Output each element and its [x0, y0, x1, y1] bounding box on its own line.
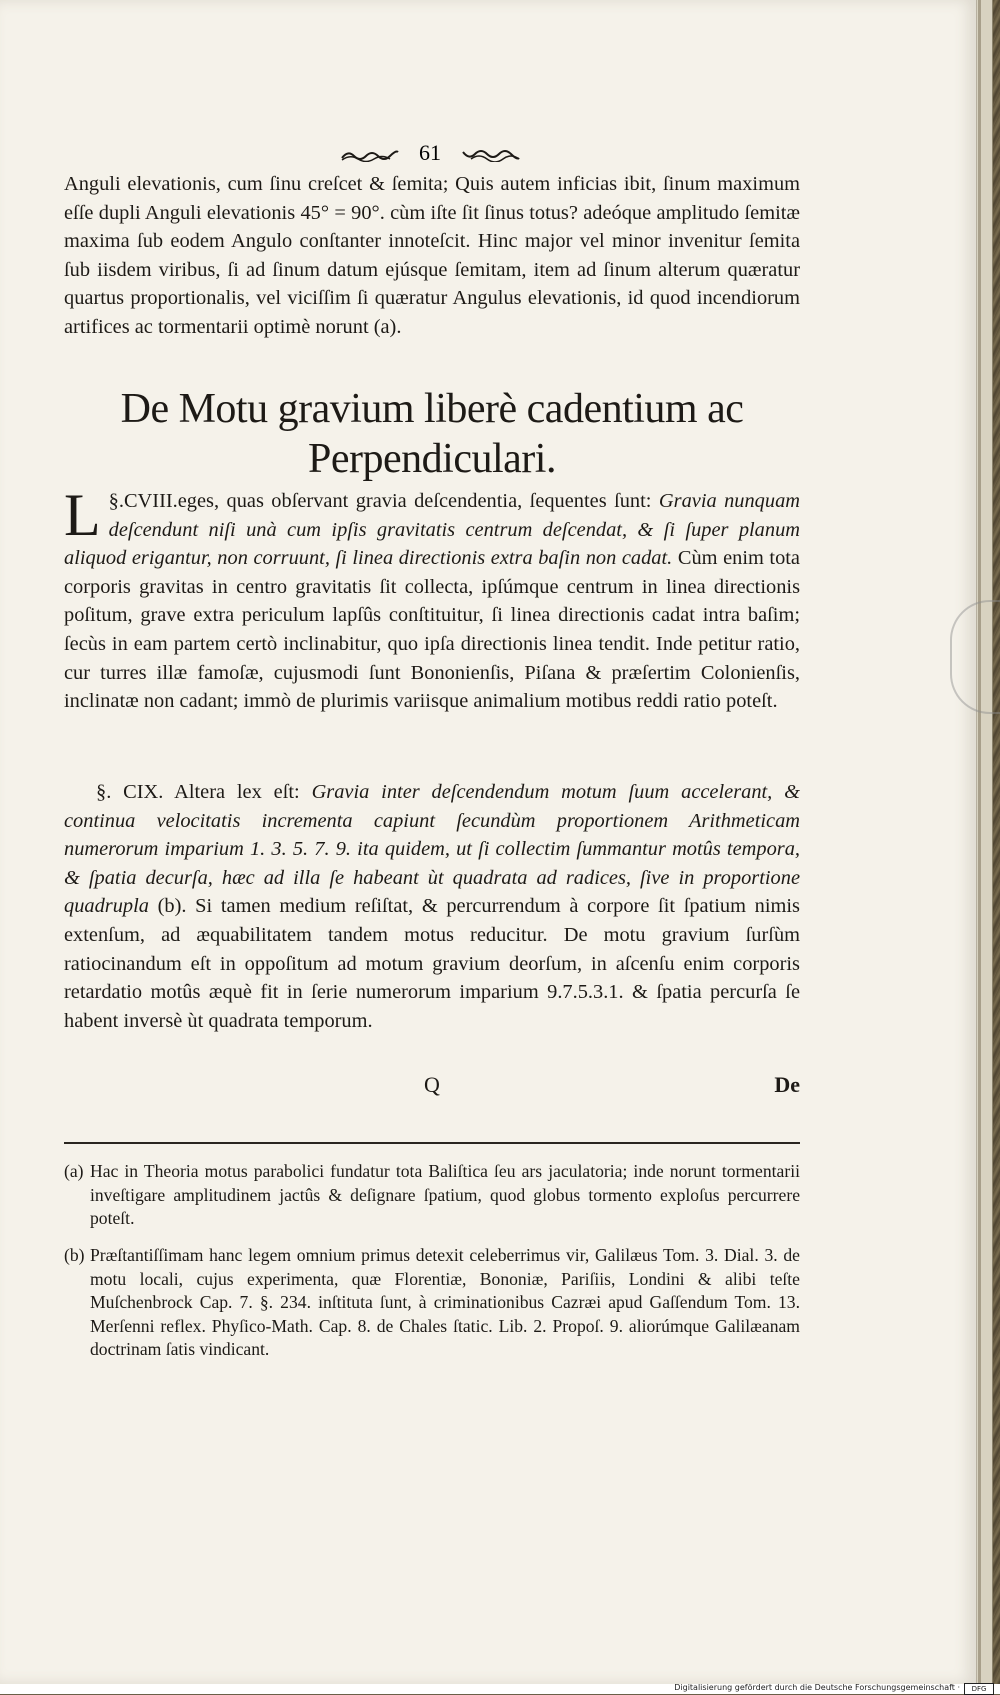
footnote-b-marker: (b): [64, 1245, 85, 1265]
page-number: 61: [419, 140, 441, 165]
footnote-b: [64, 1244, 800, 1362]
page-header: [300, 138, 560, 168]
cix-text-2: (b). Si tamen medium reſiſtat, & percurrendum à corpore ſit ſpatium nimis extenſum, ad æquabilitatem tandem motus reducitur. De motu gravium ſurſùm ratiocinandum eſt in oppoſitum ad motum gravium deorſum, in aſcenſu enim corporis retardatio motûs æquè fit in ſerie numerorum imparium 9.7.5.3.1. & ſpatia percurſa ſe habent inversè ùt quadrata temporum.: [64, 895, 800, 1032]
cix-text-1: Altera lex eſt:: [174, 781, 300, 803]
top-paragraph: Anguli elevationis, cum ſinu creſcet & ſemita; Quis autem inficias ibit, ſinum maximum eſſe dupli Anguli elevationis 45° = 90°. cùm iſte ſit ſinus totus? adeóque amplitudo ſemitæ maxima ſub eodem Angulo conſtanter innoteſcit. Hinc major vel minor invenitur ſemita ſub iisdem viribus, ſi ad ſinum datum ejúsque ſemitam, item ad ſinum alterum quæratur quartus proportionalis, vel viciſſim ſi quæratur Angulus elevationis, id quod incendiorum artifices ac tormentarii optimè norunt (a).: [64, 173, 800, 338]
footnote-rule: [64, 1142, 800, 1144]
drop-cap: L: [64, 482, 101, 548]
footnote-a-text: Hac in Theoria motus parabolici fundatur tota Baliſtica ſeu ars jaculatoria; inde norunt tormentarii inveſtigare amplitudinem jactûs & deſignare ſpatium, quod globus tormento exploſus percurrere poteſt.: [90, 1161, 800, 1228]
section-label-cviii: §.CVIII.: [108, 490, 178, 512]
dfg-logo-icon: DFG: [964, 1683, 994, 1695]
ornament-right-icon: [461, 148, 521, 162]
cviii-text-1: eges, quas obſervant gravia deſcendentia, ſequentes ſunt:: [177, 490, 652, 512]
digitization-note: Digitalisierung gefördert durch die Deutsche Forschungsgemeinschaft ·: [674, 1683, 960, 1692]
section-label-cix: §. CIX.: [96, 781, 164, 803]
cviii-text-2: Cùm enim tota corporis gravitas in centro gravitatis ſit collecta, ipſúmque centrum in linea directionis poſitum, grave extra periculum lapſûs conſtituitur, ſi linea directionis cadat intra baſim; ſecùs in eam partem certò inclinabitur, quo ipſa directionis linea tendit. Inde petitur ratio, cur turres illæ famoſæ, cujusmodi ſunt Bononienſis, Piſana & præſertim Colonienſis, inclinatæ non cadant; immò de plurimis variisque animalium motibus reddi ratio poteſt.: [64, 547, 800, 713]
signature-mark: Q: [424, 1072, 440, 1097]
section-cviii: [64, 482, 800, 716]
section-heading: De Motu gravium liberè cadentium ac Perpendiculari.: [120, 386, 744, 482]
cix-law-italic: Gravia inter deſcendendum motum ſuum accelerant, & continua velocitatis incrementa capiunt ſecundùm proportionem Arithmeticam numerorum imparium 1. 3. 5. 7. 9. ita quidem, ut ſi collectim ſummantur motûs tempora, & ſpatia decurſa, hæc ad illa ſe habeant ùt quadrata ad radices, ſive in proportione quadrupla: [64, 781, 800, 918]
footnote-a: [64, 1160, 800, 1231]
footnote-b-text: Præſtantiſſimam hanc legem omnium primus detexit celeberrimus vir, Galilæus Tom. 3. Dial. 3. de motu locali, cujus experimenta, quæ Florentiæ, Bononiæ, Pariſiis, Londini & alibi teſte Muſchenbrock Cap. 7. §. 234. inſtituta ſunt, à criminationibus Cazræi apud Gaſſendum Tom. 13. Merſenni reflex. Phyſico-Math. Cap. 8. de Chales ſtatic. Lib. 2. Propoſ. 9. aliorúmque Galilæanam doctrinam ſatis vindicant.: [90, 1245, 800, 1359]
section-cix: [64, 778, 800, 1035]
catchword-line: [64, 1072, 800, 1102]
scanner-clip: [950, 600, 1000, 714]
cviii-law-italic: Gravia nunquam deſcendunt niſi unà cum ipſis gravitatis centrum deſcendat, & ſi ſuper planum aliquod erigantur, non corruunt, ſi linea directionis extra baſin non cadat.: [64, 490, 800, 570]
page-edge: [978, 0, 981, 1684]
catchword: De: [774, 1072, 800, 1097]
footnote-a-marker: (a): [64, 1161, 84, 1181]
ornament-left-icon: [340, 148, 400, 162]
